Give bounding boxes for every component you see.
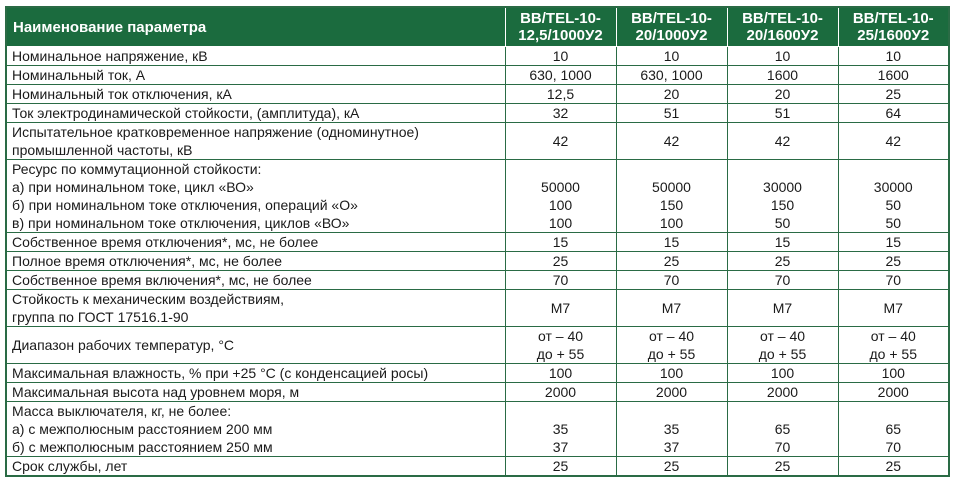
- value-cell: [727, 383, 838, 402]
- table-row: [6, 383, 949, 402]
- param-cell: [6, 85, 505, 104]
- param-text: группа по ГОСТ 17516.1-90: [12, 309, 189, 325]
- value-cell: [505, 364, 616, 383]
- value-cell: [838, 290, 949, 327]
- value-cell: [616, 271, 727, 290]
- value-cell: [838, 457, 949, 477]
- value-text: М7: [772, 300, 793, 316]
- value-cell: [616, 364, 727, 383]
- value-cell: [727, 233, 838, 252]
- value-cell: [505, 457, 616, 477]
- value-text: 25: [774, 458, 791, 474]
- value-text: М7: [550, 300, 571, 316]
- value-cell: [505, 233, 616, 252]
- value-cell: [616, 160, 727, 233]
- param-column-header: Наименование параметра: [6, 7, 505, 47]
- value-text: 15: [885, 234, 902, 250]
- table-row: [6, 290, 949, 327]
- model-column-header: [727, 7, 838, 47]
- value-cell: [838, 252, 949, 271]
- value-text: 20: [774, 86, 791, 102]
- value-text: 42: [885, 133, 902, 149]
- value-text: 25: [663, 253, 680, 269]
- value-cell: [505, 47, 616, 66]
- table-row: [6, 85, 949, 104]
- table-row: [6, 66, 949, 85]
- value-text: [844, 402, 944, 420]
- table-row: [6, 160, 949, 233]
- value-text: от – 40: [537, 328, 584, 344]
- value-text: 100: [770, 365, 795, 381]
- value-text: 51: [774, 105, 791, 121]
- value-cell: [838, 104, 949, 123]
- param-cell: [6, 290, 505, 327]
- param-text: Масса выключателя, кг, не более:: [12, 403, 232, 419]
- model-column-header: [616, 7, 727, 47]
- value-text: от – 40: [870, 328, 916, 344]
- table-row: [6, 104, 949, 123]
- param-text: Испытательное кратковременное напряжение (одноминутное): [12, 124, 419, 140]
- param-text: Максимальная влажность, % при +25 °С (с конденсацией росы): [12, 365, 429, 381]
- value-cell: [838, 327, 949, 364]
- table-row: [6, 402, 949, 457]
- value-text: 25: [885, 86, 902, 102]
- value-text: 70: [774, 439, 791, 455]
- model-name-line: ВВ/TEL-10-: [520, 10, 601, 27]
- value-text: 100: [659, 365, 684, 381]
- value-text: 25: [885, 458, 902, 474]
- value-cell: [505, 66, 616, 85]
- param-text: промышленной частоты, кВ: [12, 142, 193, 158]
- value-text: 100: [881, 365, 905, 381]
- value-text: 37: [552, 439, 569, 455]
- value-text: 10: [774, 48, 791, 64]
- value-text: 64: [885, 105, 902, 121]
- value-text: 15: [663, 234, 680, 250]
- param-text: а) с межполюсным расстоянием 200 мм: [12, 421, 273, 437]
- param-text: Номинальный ток отключения, кА: [12, 86, 232, 102]
- value-cell: [727, 290, 838, 327]
- table-row: [6, 47, 949, 66]
- value-cell: [616, 104, 727, 123]
- value-text: 51: [663, 105, 680, 121]
- model-name-line: 20/1000У2: [635, 27, 708, 44]
- value-cell: [727, 85, 838, 104]
- value-cell: [505, 85, 616, 104]
- value-text: до + 55: [758, 346, 807, 362]
- value-cell: [505, 402, 616, 457]
- param-text: Номинальный ток, А: [12, 67, 146, 83]
- value-text: 37: [663, 439, 680, 455]
- model-name-line: ВВ/TEL-10-: [852, 10, 934, 27]
- value-text: 25: [552, 458, 569, 474]
- value-cell: [838, 85, 949, 104]
- value-text: [733, 402, 833, 420]
- param-text: Ток электродинамической стойкости, (амплитуда), кА: [12, 105, 360, 121]
- value-cell: [727, 327, 838, 364]
- value-text: [511, 160, 611, 178]
- value-cell: [727, 160, 838, 233]
- param-text: б) с межполюсным расстоянием 250 мм: [12, 439, 273, 455]
- specifications-table: [5, 6, 950, 477]
- value-text: 10: [663, 48, 680, 64]
- value-text: 2000: [766, 384, 799, 400]
- param-text: в) при номинальном токе отключения, циклов «ВО»: [12, 215, 350, 231]
- param-cell: [6, 402, 505, 457]
- param-cell: [6, 233, 505, 252]
- value-text: 70: [885, 439, 902, 455]
- param-cell: [6, 66, 505, 85]
- param-cell: [6, 383, 505, 402]
- value-cell: [727, 402, 838, 457]
- param-cell: [6, 457, 505, 477]
- value-text: 100: [659, 215, 684, 231]
- value-cell: [727, 252, 838, 271]
- value-cell: [616, 233, 727, 252]
- value-cell: [616, 123, 727, 160]
- value-cell: [727, 364, 838, 383]
- value-text: от – 40: [648, 328, 695, 344]
- value-cell: [616, 457, 727, 477]
- param-cell: [6, 364, 505, 383]
- value-text: 42: [774, 133, 791, 149]
- value-cell: [838, 47, 949, 66]
- model-name-line: ВВ/TEL-10-: [742, 10, 823, 27]
- value-text: [844, 160, 944, 178]
- value-text: 20: [663, 86, 680, 102]
- value-text: 50: [885, 215, 902, 231]
- value-cell: [505, 383, 616, 402]
- value-cell: [838, 123, 949, 160]
- value-text: до + 55: [536, 346, 585, 362]
- value-cell: [505, 104, 616, 123]
- value-cell: [727, 457, 838, 477]
- value-text: до + 55: [647, 346, 696, 362]
- table-header: [6, 7, 949, 47]
- value-cell: [838, 160, 949, 233]
- value-text: до + 55: [869, 346, 917, 362]
- table-row: [6, 271, 949, 290]
- value-cell: [616, 290, 727, 327]
- value-text: 65: [774, 421, 791, 437]
- value-text: 70: [774, 272, 791, 288]
- value-cell: [838, 66, 949, 85]
- param-cell: [6, 327, 505, 364]
- value-text: 32: [552, 105, 569, 121]
- value-text: 25: [552, 253, 569, 269]
- param-cell: [6, 252, 505, 271]
- param-text: Номинальное напряжение, кВ: [12, 48, 208, 64]
- value-text: 25: [885, 253, 902, 269]
- value-text: 50: [885, 197, 902, 213]
- value-text: [622, 160, 722, 178]
- value-cell: [727, 123, 838, 160]
- param-text: Собственное время отключения*, мс, не более: [12, 234, 319, 250]
- param-text: Полное время отключения*, мс, не более: [12, 253, 283, 269]
- value-cell: [727, 66, 838, 85]
- table-row: [6, 123, 949, 160]
- table-row: [6, 252, 949, 271]
- value-text: 100: [548, 215, 573, 231]
- model-name-line: 12,5/1000У2: [518, 27, 603, 44]
- value-text: 150: [770, 197, 795, 213]
- model-name-line: 25/1600У2: [857, 27, 930, 44]
- value-cell: [505, 327, 616, 364]
- value-cell: [505, 123, 616, 160]
- value-cell: [838, 271, 949, 290]
- value-cell: [616, 47, 727, 66]
- value-cell: [505, 290, 616, 327]
- value-cell: [505, 160, 616, 233]
- model-name-line: 20/1600У2: [746, 27, 819, 44]
- table-row: [6, 457, 949, 477]
- value-cell: [838, 402, 949, 457]
- value-cell: [616, 327, 727, 364]
- value-text: 10: [885, 48, 902, 64]
- value-cell: [727, 104, 838, 123]
- param-text: б) при номинальном токе отключения, операций «О»: [12, 197, 358, 213]
- value-text: 2000: [655, 384, 688, 400]
- table-row: [6, 364, 949, 383]
- value-text: от – 40: [759, 328, 806, 344]
- value-text: 30000: [763, 179, 802, 195]
- param-cell: [6, 104, 505, 123]
- value-text: 35: [663, 421, 680, 437]
- value-text: 100: [548, 197, 573, 213]
- value-text: 70: [885, 272, 902, 288]
- value-cell: [616, 66, 727, 85]
- param-text: а) при номинальном токе, цикл «ВО»: [12, 179, 254, 195]
- table-body: [6, 47, 949, 477]
- value-text: 12,5: [546, 86, 575, 102]
- value-text: [622, 402, 722, 420]
- value-text: 35: [552, 421, 569, 437]
- value-text: 25: [663, 458, 680, 474]
- value-text: М7: [661, 300, 682, 316]
- value-text: 70: [663, 272, 680, 288]
- param-text: Диапазон рабочих температур, °С: [12, 337, 235, 353]
- value-text: 42: [663, 133, 680, 149]
- value-text: 50000: [541, 179, 580, 195]
- value-cell: [727, 47, 838, 66]
- value-text: М7: [883, 300, 903, 316]
- value-text: 100: [548, 365, 573, 381]
- value-text: 630, 1000: [529, 67, 592, 83]
- value-text: 150: [659, 197, 684, 213]
- value-text: 1600: [877, 67, 909, 83]
- param-text: Собственное время включения*, мс, не более: [12, 272, 312, 288]
- param-text: Максимальная высота над уровнем моря, м: [12, 384, 300, 400]
- param-text: Срок службы, лет: [12, 458, 128, 474]
- value-text: 42: [552, 133, 569, 149]
- table-row: [6, 327, 949, 364]
- model-column-header: [838, 7, 949, 47]
- value-text: 65: [885, 421, 902, 437]
- value-cell: [505, 252, 616, 271]
- param-text: Ресурс по коммутационной стойкости:: [12, 161, 262, 177]
- value-cell: [838, 383, 949, 402]
- value-cell: [616, 402, 727, 457]
- param-cell: [6, 160, 505, 233]
- model-name-line: ВВ/TEL-10-: [631, 10, 712, 27]
- value-text: 50: [774, 215, 791, 231]
- value-cell: [838, 364, 949, 383]
- param-cell: [6, 47, 505, 66]
- value-text: 50000: [652, 179, 691, 195]
- value-text: 2000: [877, 384, 909, 400]
- value-text: 2000: [544, 384, 577, 400]
- value-text: 10: [552, 48, 569, 64]
- table-row: [6, 233, 949, 252]
- header-row: [6, 7, 949, 47]
- param-cell: [6, 271, 505, 290]
- value-cell: [616, 383, 727, 402]
- value-text: 630, 1000: [640, 67, 703, 83]
- value-text: [511, 402, 611, 420]
- value-text: 15: [774, 234, 791, 250]
- value-text: 70: [552, 272, 569, 288]
- value-cell: [727, 271, 838, 290]
- model-column-header: [505, 7, 616, 47]
- value-text: 30000: [873, 179, 913, 195]
- param-text: Стойкость к механическим воздействиям,: [12, 291, 285, 307]
- value-cell: [838, 233, 949, 252]
- value-cell: [616, 252, 727, 271]
- value-text: 15: [552, 234, 569, 250]
- value-text: 25: [774, 253, 791, 269]
- value-cell: [616, 85, 727, 104]
- param-cell: [6, 123, 505, 160]
- value-text: [733, 160, 833, 178]
- value-cell: [505, 271, 616, 290]
- value-text: 1600: [766, 67, 799, 83]
